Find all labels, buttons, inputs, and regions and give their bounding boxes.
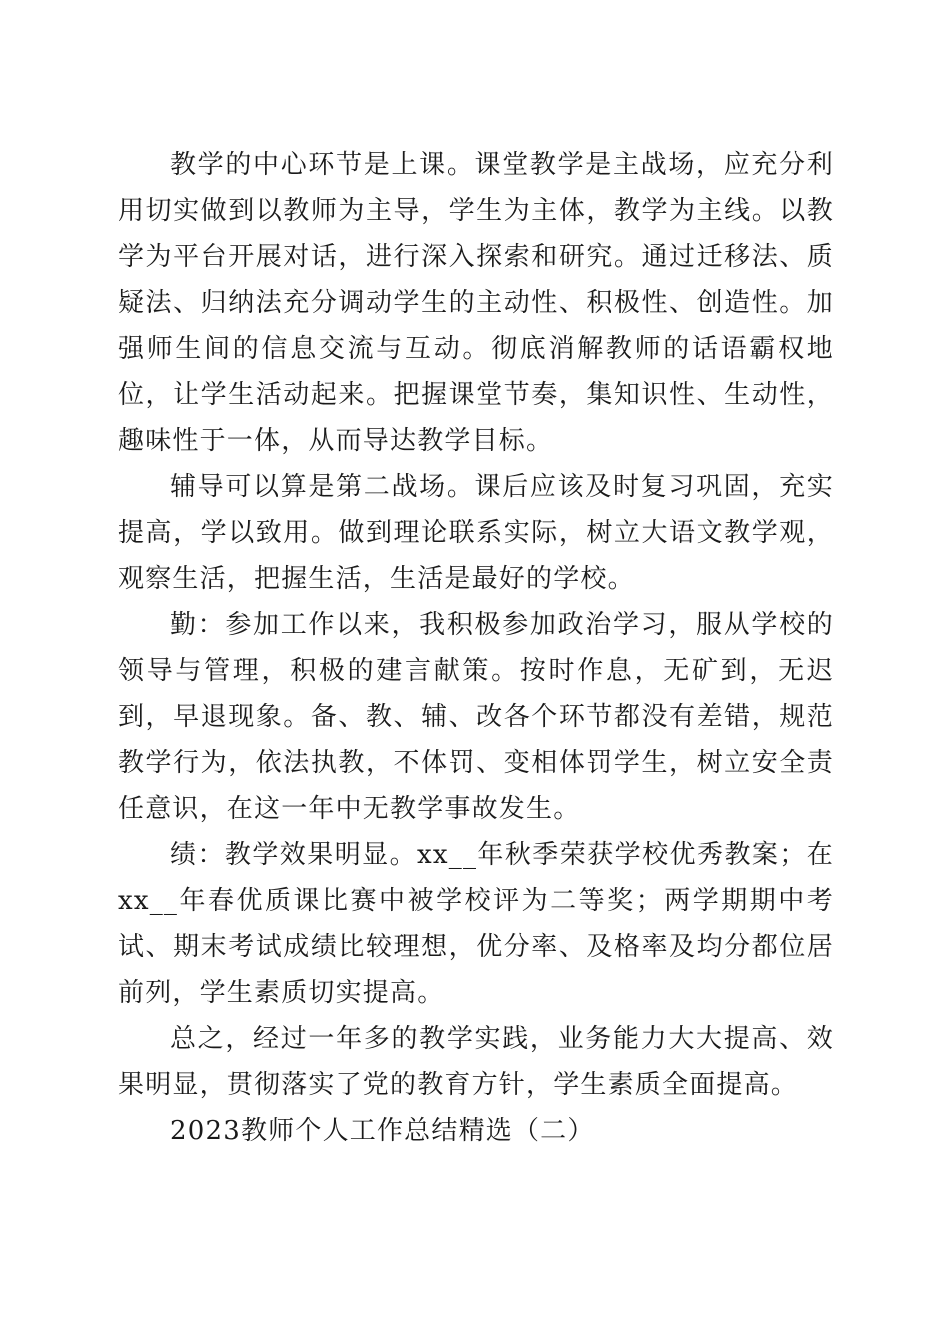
paragraph-classroom-teaching: 教学的中心环节是上课。课堂教学是主战场，应充分利用切实做到以教师为主导，学生为主体，教学为主线。以教学为平台开展对话，进行深入探索和研究。通过迁移法、质疑法、归纳法充分调动学生的主动性、积极性、创造性。加强师生间的信息交流与互动。彻底消解教师的话语霸权地位，让学生活动起来。把握课堂节奏，集知识性、生动性，趣味性于一体，从而导达教学目标。 (118, 150, 834, 456)
paragraph-conclusion: 总之，经过一年多的教学实践，业务能力大大提高、效果明显，贯彻落实了党的教育方针，学生素质全面提高。 (118, 1024, 834, 1100)
paragraph-tutoring: 辅导可以算是第二战场。课后应该及时复习巩固，充实提高，学以致用。做到理论联系实际，树立大语文教学观，观察生活，把握生活，生活是最好的学校。 (118, 472, 834, 594)
section-heading: 2023教师个人工作总结精选（二） (170, 1116, 595, 1146)
paragraph-diligence: 勤：参加工作以来，我积极参加政治学习，服从学校的领导与管理，积极的建言献策。按时作息，无矿到，无迟到，早退现象。备、教、辅、改各个环节都没有差错，规范教学行为，依法执教，不体罚、变相体罚学生，树立安全责任意识，在这一年中无教学事故发生。 (118, 610, 834, 824)
paragraph-achievements: 绩：教学效果明显。xx__年秋季荣获学校优秀教案；在xx__年春优质课比赛中被学校评为二等奖；两学期期中考试、期末考试成绩比较理想，优分率、及格率及均分都位居前列，学生素质切实提高。 (118, 840, 834, 1008)
document-body (118, 142, 834, 1154)
